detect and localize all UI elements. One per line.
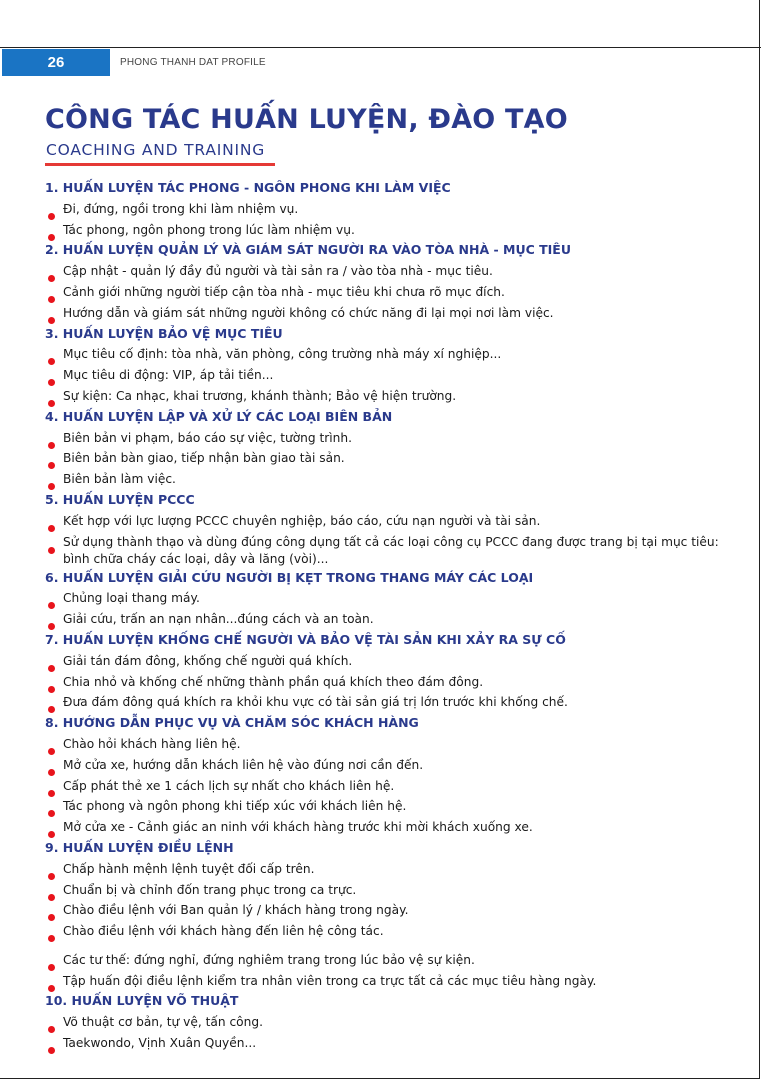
list-item — [45, 692, 735, 713]
bullet-icon — [48, 400, 55, 407]
section-6 — [45, 568, 735, 630]
list-item-text: Cảnh giới những người tiếp cận tòa nhà - mục tiêu khi chưa rõ mục đích. — [63, 284, 505, 299]
list-item — [45, 796, 735, 817]
list-item-text: Cấp phát thẻ xe 1 cách lịch sự nhất cho khách liên hệ. — [63, 778, 395, 793]
list-item-text: Hướng dẫn và giám sát những người không có chức năng đi lại mọi nơi làm việc. — [63, 305, 554, 320]
list-item-text: Chào điều lệnh với Ban quản lý / khách hàng trong ngày. — [63, 903, 409, 918]
page-number: 26 — [47, 54, 65, 71]
list-item-text: Mở cửa xe - Cảnh giác an ninh với khách hàng trước khi mời khách xuống xe. — [63, 820, 533, 835]
list-item — [45, 199, 735, 220]
section-7 — [45, 630, 735, 713]
list-item — [45, 755, 735, 776]
section-title: 5. HUẤN LUYỆN PCCC — [45, 491, 195, 507]
list-item — [45, 220, 735, 241]
list-item-text: Đưa đám đông quá khích ra khỏi khu vực có tài sản giá trị lớn trước khi khống chế. — [63, 695, 568, 710]
page-title: CÔNG TÁC HUẤN LUYỆN, ĐÀO TẠO — [45, 104, 568, 135]
list-item — [45, 1033, 735, 1054]
list-item-text: Giải tán đám đông, khống chế người quá khích. — [63, 653, 353, 668]
list-item — [45, 511, 735, 532]
list-item — [45, 859, 735, 880]
list-item-text: Sự kiện: Ca nhạc, khai trương, khánh thành; Bảo vệ hiện trường. — [63, 388, 457, 403]
page-number-tab — [2, 49, 110, 76]
list-item — [45, 469, 735, 490]
bullet-icon — [48, 623, 55, 630]
list-item-text: Tập huấn đội điều lệnh kiểm tra nhân viên trong ca trực tất cả các mục tiêu hàng ngày. — [63, 973, 597, 988]
title-underline — [45, 163, 275, 166]
list-item — [45, 261, 735, 282]
section-4 — [45, 407, 735, 490]
section-title: 1. HUẤN LUYỆN TÁC PHONG - NGÔN PHONG KHI LÀM VIỆC — [45, 180, 451, 195]
bullet-icon — [48, 483, 55, 490]
section-10 — [45, 991, 735, 1053]
list-item-text: Chia nhỏ và khống chế những thành phần quá khích theo đám đông. — [63, 674, 484, 689]
section-5 — [45, 490, 735, 568]
page-subtitle: COACHING AND TRAINING — [46, 141, 266, 159]
section-1 — [45, 178, 735, 240]
bullet-icon — [48, 547, 55, 554]
list-item-text: Sử dụng thành thạo và dùng đúng công dụng tất cả các loại công cụ PCCC đang được trang bị tại mục tiêu: bình chữa cháy các loại, dây và lăng (vòi)... — [63, 534, 719, 566]
list-item-text: Chủng loại thang máy. — [63, 591, 200, 606]
bullet-icon — [48, 985, 55, 992]
list-item — [45, 921, 735, 942]
list-item-text: Mục tiêu di động: VIP, áp tải tiền... — [63, 368, 274, 383]
list-item — [45, 428, 735, 449]
list-item-text: Tác phong và ngôn phong khi tiếp xúc với khách liên hệ. — [63, 799, 407, 814]
spacer — [45, 942, 735, 950]
bullet-icon — [48, 706, 55, 713]
list-item — [45, 282, 735, 303]
training-sections — [45, 178, 735, 1054]
list-item-text: Chuẩn bị và chỉnh đốn trang phục trong ca trực. — [63, 882, 357, 897]
list-item-text: Các tư thế: đứng nghỉ, đứng nghiêm trang trong lúc bảo vệ sự kiện. — [63, 952, 475, 967]
section-3 — [45, 324, 735, 407]
section-title: 10. HUẤN LUYỆN VÕ THUẬT — [45, 993, 239, 1009]
bullet-icon — [48, 831, 55, 838]
section-2 — [45, 240, 735, 323]
list-item-text: Tác phong, ngôn phong trong lúc làm nhiệm vụ. — [63, 222, 355, 237]
list-item-text: Mục tiêu cố định: tòa nhà, văn phòng, công trường nhà máy xí nghiệp... — [63, 347, 502, 362]
list-item-text: Taekwondo, Vịnh Xuân Quyền... — [63, 1036, 257, 1051]
list-item-text: Biên bản làm việc. — [63, 472, 176, 487]
list-item-text: Chào điều lệnh với khách hàng đến liên hệ công tác. — [63, 924, 384, 939]
section-title: 6. HUẤN LUYỆN GIẢI CỨU NGƯỜI BỊ KẸT TRONG THANG MÁY CÁC LOẠI — [45, 569, 534, 585]
list-item — [45, 1012, 735, 1033]
list-item — [45, 672, 735, 693]
header-rule — [0, 47, 761, 48]
list-item — [45, 386, 735, 407]
running-title: PHONG THANH DAT PROFILE — [120, 57, 266, 68]
section-title: 4. HUẤN LUYỆN LẬP VÀ XỬ LÝ CÁC LOẠI BIÊN BẢN — [45, 408, 393, 424]
list-item — [45, 303, 735, 324]
bullet-icon — [48, 935, 55, 942]
list-item-text: Giải cứu, trấn an nạn nhân...đúng cách và an toàn. — [63, 612, 374, 627]
section-title: 7. HUẤN LUYỆN KHỐNG CHẾ NGƯỜI VÀ BẢO VỆ TÀI SẢN KHI XẢY RA SỰ CỐ — [45, 631, 566, 647]
bullet-icon — [48, 1047, 55, 1054]
list-item-text: Biên bản bàn giao, tiếp nhận bàn giao tài sản. — [63, 451, 345, 466]
list-item-text: Đi, đứng, ngồi trong khi làm nhiệm vụ. — [63, 201, 299, 216]
section-9 — [45, 838, 735, 992]
section-title: 3. HUẤN LUYỆN BẢO VỆ MỤC TIÊU — [45, 325, 283, 341]
list-item — [45, 880, 735, 901]
list-item — [45, 734, 735, 755]
section-title: 9. HUẤN LUYỆN ĐIỀU LỆNH — [45, 839, 234, 855]
list-item — [45, 588, 735, 609]
section-8 — [45, 713, 735, 838]
list-item-text: Chấp hành mệnh lệnh tuyệt đối cấp trên. — [63, 861, 315, 876]
list-item — [45, 950, 735, 971]
list-item-text: Cập nhật - quản lý đầy đủ người và tài sản ra / vào tòa nhà - mục tiêu. — [63, 264, 493, 279]
section-title: 8. HƯỚNG DẪN PHỤC VỤ VÀ CHĂM SÓC KHÁCH HÀNG — [45, 715, 419, 731]
list-item-text: Mở cửa xe, hướng dẫn khách liên hệ vào đúng nơi cần đến. — [63, 757, 424, 772]
list-item — [45, 365, 735, 386]
list-item — [45, 448, 735, 469]
bullet-icon — [48, 317, 55, 324]
list-item — [45, 817, 735, 838]
list-item — [45, 344, 735, 365]
bullet-icon — [48, 234, 55, 241]
list-item — [45, 776, 735, 797]
list-item — [45, 532, 735, 568]
list-item-text: Võ thuật cơ bản, tự vệ, tấn công. — [63, 1015, 263, 1030]
list-item-text: Chào hỏi khách hàng liên hệ. — [63, 736, 241, 751]
list-item — [45, 609, 735, 630]
list-item — [45, 971, 735, 992]
list-item-text: Kết hợp với lực lượng PCCC chuyên nghiệp, báo cáo, cứu nạn người và tài sản. — [63, 513, 541, 528]
list-item-text: Biên bản vi phạm, báo cáo sự việc, tường trình. — [63, 430, 352, 445]
list-item — [45, 651, 735, 672]
list-item — [45, 900, 735, 921]
section-title: 2. HUẤN LUYỆN QUẢN LÝ VÀ GIÁM SÁT NGƯỜI RA VÀO TÒA NHÀ - MỤC TIÊU — [45, 242, 571, 258]
